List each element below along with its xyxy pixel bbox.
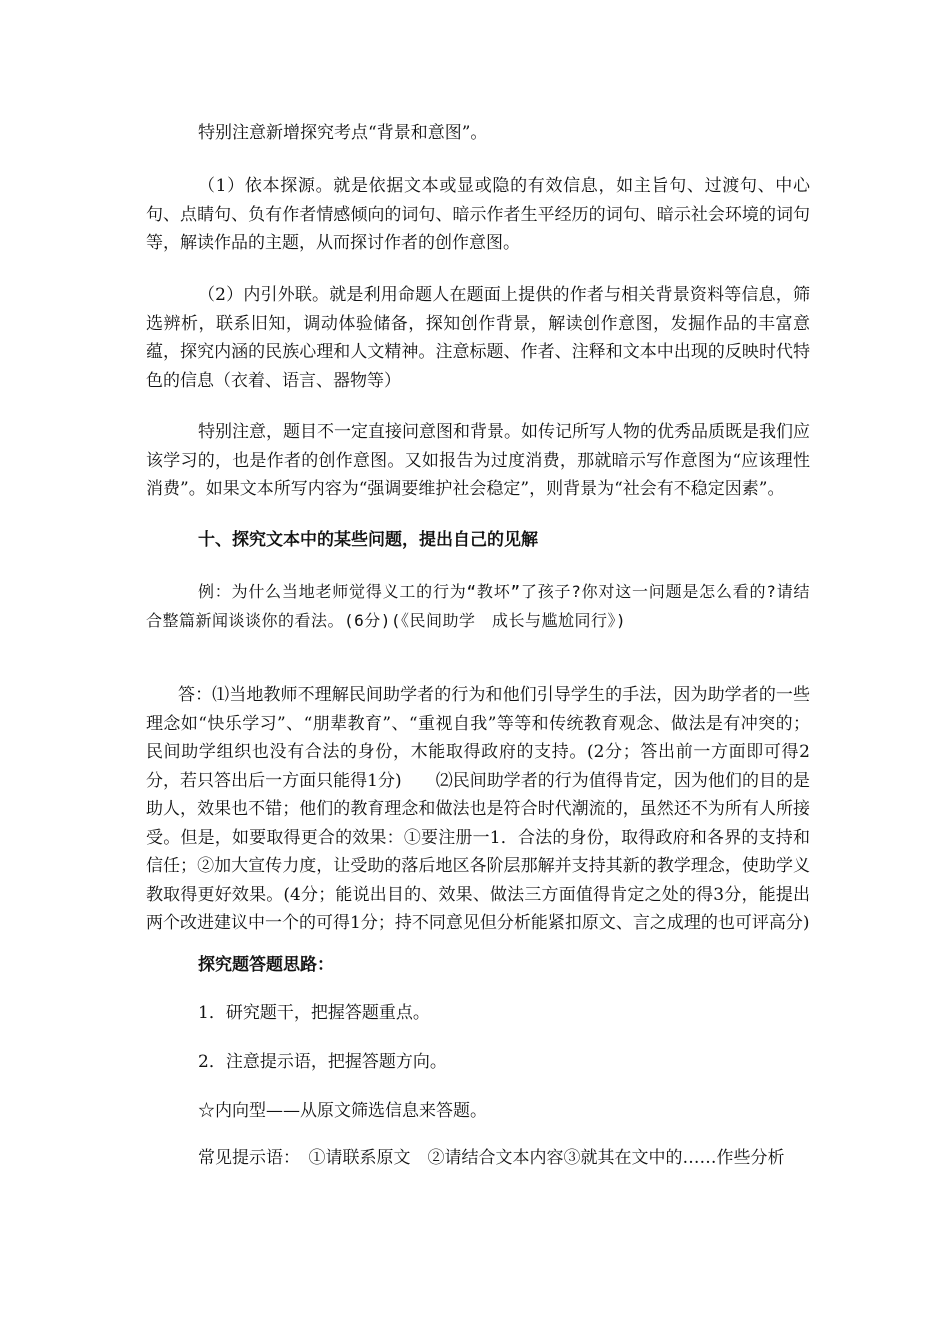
step-2: 2．注意提示语，把握答题方向。 [198,1052,447,1072]
section-heading: 十、探究文本中的某些问题，提出自己的见解 [198,530,538,550]
paragraph-special-note: 特别注意，题目不一定直接问意图和背景。如传记所写人物的优秀品质既是我们应该学习的，也是作者的创作意图。又如报告为过度消费，那就暗示写作意图为“应该理性消费”。如果文本所写内容为“强调要维护社会稳定”，则背景为“社会有不稳定因素”。 [146,422,810,499]
step-4: 常见提示语： ①请联系原文 ②请结合文本内容③就其在文中的……作些分析 [198,1148,785,1168]
step-3: ☆内向型——从原文筛选信息来答题。 [198,1101,487,1121]
subsection-heading: 探究题答题思路： [198,955,334,975]
answer-paragraph: 答：⑴当地教师不理解民间助学者的行为和他们引导学生的手法，因为助学者的一些理念如“快乐学习”、“朋辈教育”、“重视自我”等等和传统教育观念、做法是有冲突的；民间助学组织也没有合法的身份，木能取得政府的支持。(2分；答出前一方面即可得2分，若只答出后一方面只能得1分) ⑵民间助学者的行为值得肯定，因为他们的目的是助人，效果也不错；他们的教育理念和做法也是符合时代潮流的，虽然还不为所有人所接受。但是，如要取得更合的效果：①要注册一1．合法的身份，取得政府和各界的支持和信任；②加大宣传力度，让受助的落后地区各阶层那解并支持其新的教学理念，使助学义教取得更好效果。(4分；能说出目的、效果、做法三方面值得肯定之处的得3分，能提出两个改进建议中一个的可得1分；持不同意见但分析能紧扣原文、言之成理的也可评高分) [146,685,810,933]
paragraph-method-1: （1）依本探源。就是依据文本或显或隐的有效信息，如主旨句、过渡句、中心句、点睛句、负有作者情感倾向的词句、暗示作者生平经历的词句、暗示社会环境的词句等，解读作品的主题，从而探讨作者的创作意图。 [146,176,810,253]
example-question: 例：为什么当地老师觉得义工的行为“教坏”了孩子?你对这一问题是怎么看的?请结合整篇新闻谈谈你的看法。(6分)(《民间助学 成长与尴尬同行》) [146,582,810,630]
paragraph-note-background-intent: 特别注意新增探究考点“背景和意图”。 [198,123,488,143]
paragraph-method-2: （2）内引外联。就是利用命题人在题面上提供的作者与相关背景资料等信息，筛选辨析，联系旧知，调动体验储备，探知创作背景，解读创作意图，发掘作品的丰富意蕴，探究内涵的民族心理和人文精神。注意标题、作者、注释和文本中出现的反映时代特色的信息（衣着、语言、器物等） [146,285,810,391]
step-1: 1．研究题干，把握答题重点。 [198,1003,430,1023]
